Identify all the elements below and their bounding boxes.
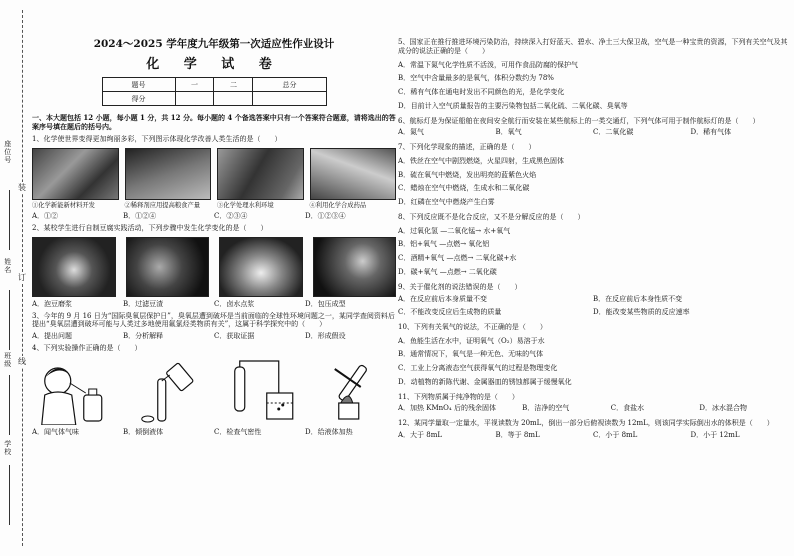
- q8-options: [398, 227, 788, 277]
- q2-images: [32, 237, 396, 297]
- option: C．不能改变反应后生成物的质量: [398, 308, 502, 316]
- option: D．冰水混合物: [699, 404, 747, 413]
- question-7: 7、下列化学现象的描述，正确的是（ ）: [398, 143, 536, 151]
- q9-options-row2: [398, 308, 788, 317]
- option: B．空气中含量最多的是氧气，体积分数约为 78%: [398, 74, 554, 83]
- option: D．红磷在空气中燃烧产生白雾: [398, 198, 495, 206]
- airtightness-check-drawing: [219, 359, 303, 425]
- option: D．能改变某些物质的反应速率: [593, 308, 690, 316]
- option: B．硫在氧气中燃烧，发出明亮的蓝紫色火焰: [398, 170, 537, 179]
- water-treatment-image: [217, 148, 304, 200]
- option: C．卤水点浆: [214, 299, 255, 308]
- q4-drawings: [32, 359, 396, 425]
- option: B．在反应前后本身性质不变: [593, 295, 683, 304]
- new-materials-image: [32, 148, 119, 200]
- smelling-gas-drawing: [32, 359, 116, 425]
- agriculture-image: [125, 148, 212, 200]
- left-column: [32, 0, 396, 556]
- option: D．动植物的新陈代谢、金属器皿的锈蚀都属于缓慢氧化: [398, 377, 572, 386]
- right-column: [398, 0, 788, 556]
- name-label: 姓名: [3, 258, 12, 274]
- question-6: 6、航标灯是为保证船舶在夜间安全航行而安装在某些航标上的一类交通灯，下列气体可用于制作航标灯的是（ ）: [398, 116, 760, 125]
- option: A．大于 8mL: [398, 430, 443, 439]
- binding-margin: [0, 0, 30, 556]
- option: A．加热 KMnO₄ 后的残余固体: [398, 404, 496, 413]
- option: C．小于 8mL: [593, 430, 638, 439]
- option: C．②③④: [214, 212, 248, 221]
- seat-number-label: 座位号: [3, 140, 12, 164]
- pouring-liquid-drawing: [126, 359, 210, 425]
- option: C．工业上分离液态空气获得氧气的过程是物理变化: [398, 364, 558, 372]
- class-label: 班级: [3, 352, 12, 368]
- score-cell: 题号: [102, 78, 175, 92]
- question-5: 5、国家正在推行推进环境污染防治，持续深入打好蓝天、碧水、净土三大保卫战，空气是一种宝贵的资源，下列有关空气及其成分的说法正确的是（ ）: [398, 38, 788, 55]
- q11-options: [398, 404, 788, 413]
- question-8: 8、下列反应既不是化合反应，又不是分解反应的是（ ）: [398, 212, 585, 221]
- option: B．铝+氧气 —点燃→ 氧化铝: [398, 240, 490, 249]
- option: B．通常情况下，氧气是一种无色、无味的气体: [398, 350, 544, 359]
- score-table-row: [102, 78, 326, 92]
- option: A．泡豆磨浆: [32, 299, 73, 308]
- q1-caption: ②稀释剂应用提高粮食产量: [124, 201, 201, 209]
- class-line: [9, 375, 10, 435]
- question-1: 1、化学使世界变得更加绚丽多彩，下列图示体现化学改善人类生活的是（ ）: [32, 134, 282, 143]
- score-cell: [214, 92, 253, 106]
- q1-caption: ④利用化学合成药品: [309, 201, 367, 209]
- score-cell: [253, 92, 326, 106]
- score-cell: 一: [175, 78, 214, 92]
- q7-options: [398, 157, 788, 207]
- option: D．碳+氧气 —点燃→ 二氧化碳: [398, 267, 497, 276]
- question-2: 2、某校学生进行自制豆腐实践活动，下列步骤中发生化学变化的是（ ）: [32, 224, 268, 233]
- seat-number-line: [9, 190, 10, 250]
- score-cell: 总分: [253, 78, 326, 92]
- option: A．①②: [32, 212, 59, 221]
- q1-caption: ①化学新能新材料开发: [32, 201, 95, 209]
- score-table: [102, 77, 327, 106]
- question-4: 4、下列实验操作正确的是（ ）: [32, 343, 142, 352]
- q1-options: [32, 212, 396, 221]
- score-cell: 二: [214, 78, 253, 92]
- option: A．鱼能生活在水中，证明氧气（O₂）易溶于水: [398, 336, 545, 345]
- q3-options: [32, 332, 396, 341]
- pressing-image: [313, 237, 397, 297]
- option: B．过滤豆渣: [123, 299, 164, 308]
- option: D．小于 12mL: [690, 430, 740, 439]
- option: A．铁丝在空气中剧烈燃烧，火星四射，生成黑色固体: [398, 156, 565, 165]
- medicine-image: [310, 148, 397, 200]
- option: D．目前计入空气质量报告的主要污染物包括二氧化硫、二氧化碳、臭氧等: [398, 101, 628, 110]
- option: C．获取证据: [214, 332, 255, 341]
- school-label: 学校: [3, 440, 12, 456]
- score-cell: 得分: [102, 92, 175, 106]
- option: B．等于 8mL: [495, 430, 540, 439]
- option: C．稀有气体在通电时发出不同颜色的光，是化学变化: [398, 88, 565, 96]
- option: D．包压成型: [305, 299, 346, 308]
- option: A．常温下氮气化学性质不活泼，可用作食品防腐的保护气: [398, 60, 579, 69]
- q10-options: [398, 337, 788, 387]
- exam-title: 2024～2025 学年度九年级第一次适应性作业设计: [93, 38, 335, 50]
- option: B．氧气: [495, 128, 522, 137]
- option: B．倾倒液体: [123, 427, 164, 436]
- q12-options: [398, 431, 788, 440]
- q2-options: [32, 300, 396, 309]
- option: B．分析解释: [123, 332, 164, 341]
- option: D．给液体加热: [305, 427, 353, 436]
- option: C．酒精+氧气 —点燃→ 二氧化碳+水: [398, 254, 517, 262]
- q4-options: [32, 428, 396, 437]
- option: A．过氧化氢 —二氧化锰→ 水+氧气: [398, 226, 511, 235]
- option: D．形成假设: [305, 332, 346, 341]
- name-line: [9, 290, 10, 350]
- binding-mark-ding: 订: [18, 273, 26, 282]
- question-12: 12、某同学量取一定量水，平视读数为 20mL，倒出一部分后俯视读数为 12mL，则该同学实际倒出水的体积是（ ）: [398, 419, 774, 427]
- school-line: [9, 465, 10, 525]
- soybean-grinding-image: [32, 237, 116, 297]
- heating-liquid-drawing: [313, 359, 397, 425]
- filtering-image: [126, 237, 210, 297]
- section-instructions: 一、本大题包括 12 小题，每小题 1 分，共 12 分。每小题的 4 个备选答案中只有一个答案符合题意，请将选出的答案序号填在题后的括号内。: [32, 113, 396, 132]
- option: D．稀有气体: [690, 128, 732, 137]
- question-9: 9、关于催化剂的说法错误的是（ ）: [398, 282, 522, 291]
- option: A．闻气体气味: [32, 427, 80, 436]
- binding-mark-xian: 线: [18, 357, 26, 366]
- q1-images: [32, 148, 396, 200]
- option: C．检查气密性: [214, 427, 262, 436]
- q1-captions: [32, 202, 396, 210]
- q6-options: [398, 128, 788, 137]
- option: D．①②③④: [305, 212, 346, 221]
- score-cell: [175, 92, 214, 106]
- option: C．二氧化碳: [593, 128, 634, 137]
- question-3: 3、今年的 9 月 16 日为“国际臭氧层保护日”，臭氧层遭到破坏是当前面临的全球性环境问题之一，某同学查阅资料后提出“臭氧层遭到破坏可能与人类过多地使用氟氯烃类物质有关”，这属于科学探究中的（ ）: [32, 311, 395, 329]
- q9-options-row1: [398, 295, 788, 304]
- option: C．蜡烛在空气中燃烧，生成水和二氧化碳: [398, 184, 530, 193]
- option: B．洁净的空气: [522, 404, 570, 413]
- option: C．食盐水: [610, 404, 645, 413]
- option: B．①②④: [123, 212, 157, 221]
- score-table-row: [102, 92, 326, 106]
- q5-options: [398, 61, 788, 111]
- option: A．氮气: [398, 128, 425, 137]
- option: A．提出问题: [32, 332, 73, 341]
- q1-caption: ③化学处理水利环境: [217, 201, 274, 209]
- brine-coagulating-image: [219, 237, 303, 297]
- question-10: 10、下列有关氧气的说法，不正确的是（ ）: [398, 322, 547, 331]
- binding-mark-zhuang: 装: [18, 183, 26, 192]
- option: A．在反应前后本身质量不变: [398, 295, 488, 304]
- question-11: 11、下列物质属于纯净物的是（ ）: [398, 392, 519, 401]
- exam-subject: 化 学 试 卷: [146, 57, 282, 73]
